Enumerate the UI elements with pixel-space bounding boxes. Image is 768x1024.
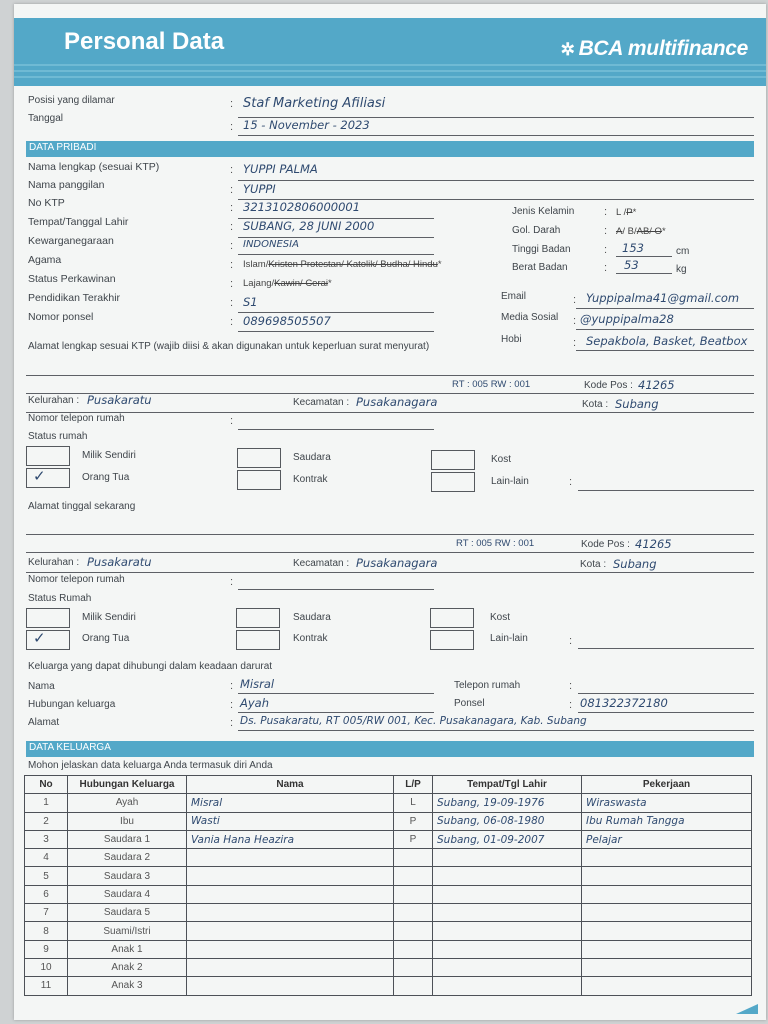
ktp-status-label: Status rumah (28, 431, 88, 442)
current-status-parents-label: Orang Tua (82, 633, 130, 644)
emergency-name-label: Nama (28, 681, 55, 692)
blood-label: Gol. Darah (512, 225, 561, 236)
row-no: 1 (25, 794, 68, 812)
ktp-status-other-line (578, 490, 754, 491)
current-status-rent-checkbox[interactable] (236, 630, 280, 650)
current-status-label: Status Rumah (28, 593, 92, 604)
blood-struck: AB/ O (636, 226, 662, 237)
ktp-status-rent-checkbox[interactable] (237, 470, 281, 490)
row-occupation[interactable] (582, 922, 752, 940)
gender-struck: P (626, 207, 633, 218)
row-occupation[interactable] (582, 885, 752, 903)
header-stripe (14, 64, 766, 66)
section-title-personal: DATA PRIBADI (29, 142, 97, 153)
row-occupation[interactable]: Ibu Rumah Tangga (582, 812, 752, 830)
emergency-home-phone-line (578, 693, 754, 694)
date-line (238, 135, 754, 136)
emergency-relation-value[interactable]: Ayah (240, 696, 270, 710)
row-birth[interactable] (433, 904, 582, 922)
table-row (25, 885, 752, 903)
row-gender[interactable]: P (394, 812, 433, 830)
table-row (25, 867, 752, 885)
email-value[interactable]: Yuppipalma41@gmail.com (586, 291, 740, 305)
row-no: 9 (25, 940, 68, 958)
phone-value[interactable]: 089698505507 (243, 314, 331, 328)
emergency-address-value[interactable]: Ds. Pusakaratu, RT 005/RW 001, Kec. Pusakanagara, Kab. Subang (240, 715, 587, 727)
current-status-kost-checkbox[interactable] (430, 608, 474, 628)
marital-struck: Kawin/ Cerai (274, 278, 329, 289)
col-gender: L/P (394, 776, 433, 794)
row-birth[interactable] (433, 867, 582, 885)
position-label: Posisi yang dilamar (28, 95, 115, 106)
row-name[interactable]: Vania Hana Heazira (187, 830, 394, 848)
birth-value[interactable]: SUBANG, 28 JUNI 2000 (243, 219, 375, 233)
family-instruction: Mohon jelaskan data keluarga Anda termasuk diri Anda (28, 760, 273, 771)
nickname-label: Nama panggilan (28, 179, 105, 191)
position-value[interactable]: Staf Marketing Afiliasi (243, 96, 386, 111)
ktp-status-sibling-label: Saudara (293, 452, 331, 463)
height-value[interactable]: 153 (622, 241, 644, 255)
full-name-value[interactable]: YUPPI PALMA (243, 162, 318, 176)
ktp-status-other-checkbox[interactable] (431, 472, 475, 492)
row-occupation[interactable] (582, 867, 752, 885)
row-birth[interactable]: Subang, 01-09-2007 (433, 830, 582, 848)
row-no: 4 (25, 849, 68, 867)
blood-star: * (661, 226, 666, 237)
ktp-address-label: Alamat lengkap sesuai KTP (wajib diisi & akan digunakan untuk keperluan surat menyurat) (28, 341, 430, 352)
current-postal-label: Kode Pos : (581, 539, 630, 550)
row-occupation[interactable] (582, 958, 752, 976)
row-occupation[interactable] (582, 977, 752, 995)
row-birth[interactable] (433, 958, 582, 976)
section-band-personal (26, 141, 754, 157)
family-table (24, 775, 752, 996)
ktp-label: No KTP (28, 197, 65, 209)
row-relation: Saudara 2 (68, 849, 187, 867)
date-label: Tanggal (28, 113, 64, 124)
row-relation: Ayah (68, 794, 187, 812)
ktp-kota-value[interactable]: Subang (615, 397, 659, 411)
ktp-value[interactable]: 3213102806000001 (243, 200, 361, 214)
form-sheet: Personal Data ✲ BCA multifinance Posisi yang dilamar : Staf Marketing Afiliasi Tanggal : 15 - November - 2023 DATA PRIBADI Nama lengkap (sesuai KTP) : YUPPI PALMA Nama panggilan : YUPPI No KTP : 3213102806000001 Tempat/Tanggal Lahir : SUBANG, 28 JUNI 2000 Kewarganegaraan : INDONESIA Agama : Islam/Kristen Protestan/ Katolik/ Budha/ Hindu* Status Perkawinan : Lajang/Kawin/ Cerai* Pendidikan Terakhir : S1 Nomor ponsel : 089698505507 Jenis Kelamin : L /P* Gol. Darah : A/ B/AB/ O* Tinggi Badan : 153 cm Berat Badan : 53 kg Email : Yuppipalma41@gmail.com Media Sosial : @yuppipalma28 Hobi : Sepakbola, Basket, Beatbox Alamat lengkap sesuai KTP (wajib diisi & akan digunakan untuk keperluan surat menyurat) RT : 005 RW : 001 Kode Pos : 41265 Kelurahan : Pusakaratu Kecamatan : Pusakanagara Kota : Subang Nomor telepon rumah : Status rumah Milik Sendiri ✓ Orang Tua Saudara Kontrak Kost Lain-lain : Alamat tinggal sekarang RT : 005 RW : 001 Kode Pos : 41265 Kelurahan : Pusakaratu Kecamatan : Pusakanagara Kota : Subang Nomor telepon rumah : Status Rumah Milik Sendiri ✓ Orang Tua Saudara Kontrak Kost Lain-lain : Keluarga yang dapat dihubungi dalam keadaan darurat Nama : Misral Telepon rumah : Hubungan keluarga : Ayah Ponsel : 081322372180 Alamat : Ds. Pusakaratu, RT 005/RW 001, Kec. Pusakanagara, Kab. Subang DATA KELUARGA Mohon jelaskan data keluarga Anda termasuk diri Anda No Hubungan Keluarga Nama L/P Tempat/Tgl Lahir Pekerjaan 1 Ayah Misral L Subang, 19-09-1976 Wiraswasta 2 Ibu Wasti P Subang, 06-08-1980 Ibu Rumah Tangga 3 Saudara 1 Vania Hana Heazira P Subang, 01-09-2007 Pelajar 4 Saudara 2 5 Saudara 3 6 Saudara 4 7 Saudara 5 8 Suami/Istri 9 Anak 1 10 Anak 2 11 Anak 3 (14, 4, 766, 1020)
current-status-sibling-label: Saudara (293, 612, 331, 623)
education-line (238, 312, 434, 313)
row-name[interactable] (187, 940, 394, 958)
row-occupation[interactable]: Wiraswasta (582, 794, 752, 812)
marital-label: Status Perkawinan (28, 273, 116, 285)
row-name[interactable] (187, 904, 394, 922)
email-label: Email (501, 291, 527, 302)
social-line (576, 329, 754, 330)
row-gender[interactable] (394, 904, 433, 922)
citizenship-value[interactable]: INDONESIA (243, 239, 299, 250)
religion-label: Agama (28, 254, 62, 266)
current-kota-value[interactable]: Subang (613, 557, 657, 571)
row-no: 6 (25, 885, 68, 903)
row-occupation[interactable] (582, 940, 752, 958)
current-status-own-checkbox[interactable] (26, 608, 70, 628)
height-unit: cm (676, 246, 690, 257)
citizenship-line (238, 254, 434, 255)
current-address-label: Alamat tinggal sekarang (28, 501, 136, 512)
row-relation: Ibu (68, 812, 187, 830)
ktp-rt-rw[interactable]: RT : 005 RW : 001 (452, 379, 531, 390)
row-gender[interactable] (394, 849, 433, 867)
religion-selected: Islam/ (243, 259, 269, 270)
education-label: Pendidikan Terakhir (28, 292, 121, 304)
header-stripe (14, 76, 766, 78)
height-label: Tinggi Badan (512, 244, 571, 255)
gender-star: * (632, 207, 637, 218)
current-home-phone-line (238, 589, 434, 590)
form-title: Personal Data (64, 28, 225, 55)
table-row (25, 830, 752, 848)
row-name[interactable] (187, 867, 394, 885)
row-gender[interactable] (394, 940, 433, 958)
row-relation: Anak 2 (68, 958, 187, 976)
row-relation: Saudara 3 (68, 867, 187, 885)
ktp-status-sibling-checkbox[interactable] (237, 448, 281, 468)
current-kecamatan-value[interactable]: Pusakanagara (356, 556, 438, 570)
ktp-status-kost-label: Kost (491, 454, 512, 465)
full-name-line (238, 180, 754, 181)
current-status-sibling-checkbox[interactable] (236, 608, 280, 628)
current-rt-line (26, 552, 754, 553)
height-line (616, 256, 672, 257)
row-birth[interactable] (433, 940, 582, 958)
ktp-postal-value[interactable]: 41265 (638, 378, 675, 392)
current-kelurahan-label: Kelurahan : (28, 557, 80, 568)
row-relation: Saudara 1 (68, 830, 187, 848)
ktp-status-kost-checkbox[interactable] (431, 450, 475, 470)
row-name[interactable] (187, 958, 394, 976)
ktp-address-line (26, 375, 754, 376)
row-gender[interactable] (394, 922, 433, 940)
emergency-address-line (238, 730, 754, 731)
row-gender[interactable]: P (394, 830, 433, 848)
gender-selected: L / (616, 207, 627, 218)
bca-logo-icon: ✲ (560, 40, 575, 59)
row-relation: Anak 3 (68, 977, 187, 995)
emergency-name-value[interactable]: Misral (240, 677, 275, 691)
hobby-label: Hobi (501, 334, 522, 345)
marital-star: * (328, 278, 332, 289)
row-occupation[interactable] (582, 904, 752, 922)
blood-options[interactable] (616, 226, 666, 237)
blood-selected: / B/ (622, 226, 637, 237)
row-no: 7 (25, 904, 68, 922)
row-name[interactable] (187, 885, 394, 903)
marital-options[interactable] (243, 278, 332, 289)
check-icon: ✓ (33, 630, 46, 647)
row-no: 2 (25, 812, 68, 830)
row-birth[interactable] (433, 885, 582, 903)
row-name[interactable]: Wasti (187, 812, 394, 830)
current-kota-label: Kota : (580, 559, 607, 570)
table-row (25, 812, 752, 830)
ktp-kota-label: Kota : (582, 399, 609, 410)
weight-line (616, 273, 672, 274)
education-value[interactable]: S1 (243, 295, 258, 309)
family-table-header (25, 776, 752, 794)
nickname-value[interactable]: YUPPI (243, 182, 276, 196)
ktp-kelurahan-line (26, 412, 754, 413)
row-name[interactable] (187, 977, 394, 995)
row-gender[interactable] (394, 885, 433, 903)
row-gender[interactable] (394, 867, 433, 885)
birth-line (238, 237, 434, 238)
current-status-own-label: Milik Sendiri (82, 612, 136, 623)
emergency-relation-label: Hubungan keluarga (28, 699, 116, 710)
current-status-other-line (578, 648, 754, 649)
emergency-mobile-label: Ponsel (454, 698, 485, 709)
emergency-heading: Keluarga yang dapat dihubungi dalam keadaan darurat (28, 661, 273, 672)
row-no: 10 (25, 958, 68, 976)
ktp-status-parents-checkbox[interactable] (26, 468, 70, 488)
row-no: 5 (25, 867, 68, 885)
row-relation: Saudara 5 (68, 904, 187, 922)
row-gender[interactable]: L (394, 794, 433, 812)
ktp-status-own-checkbox[interactable] (26, 446, 70, 466)
col-no: No (25, 776, 68, 794)
row-birth[interactable] (433, 922, 582, 940)
section-title-family: DATA KELUARGA (29, 742, 111, 753)
current-rt-rw[interactable]: RT : 005 RW : 001 (456, 538, 535, 549)
date-value[interactable]: 15 - November - 2023 (243, 118, 370, 132)
ktp-status-rent-label: Kontrak (293, 474, 328, 485)
ktp-kecamatan-label: Kecamatan : (293, 397, 350, 408)
emergency-name-line (238, 693, 434, 694)
gender-label: Jenis Kelamin (512, 206, 575, 217)
religion-options[interactable] (243, 259, 442, 270)
social-label: Media Sosial (501, 312, 559, 323)
current-home-phone-label: Nomor telepon rumah (28, 574, 125, 585)
current-kelurahan-value[interactable]: Pusakaratu (87, 555, 152, 569)
current-status-kost-label: Kost (490, 612, 511, 623)
table-row (25, 922, 752, 940)
ktp-postal-label: Kode Pos : (584, 380, 633, 391)
emergency-mobile-value[interactable]: 081322372180 (580, 696, 668, 710)
table-row (25, 940, 752, 958)
row-no: 8 (25, 922, 68, 940)
col-birth: Tempat/Tgl Lahir (433, 776, 582, 794)
ktp-status-own-label: Milik Sendiri (82, 450, 136, 461)
ktp-status-parents-label: Orang Tua (82, 472, 130, 483)
row-birth[interactable]: Subang, 06-08-1980 (433, 812, 582, 830)
emergency-home-phone-label: Telepon rumah (454, 680, 521, 691)
row-no: 3 (25, 830, 68, 848)
ktp-kelurahan-label: Kelurahan : (28, 395, 80, 406)
table-row (25, 849, 752, 867)
email-line (576, 308, 754, 309)
table-row (25, 794, 752, 812)
header-stripe (14, 70, 766, 72)
social-value[interactable]: @yuppipalma28 (580, 312, 674, 326)
religion-struck: Kristen Protestan/ Katolik/ Budha/ Hindu (268, 259, 438, 270)
phone-label: Nomor ponsel (28, 311, 94, 323)
row-name[interactable] (187, 922, 394, 940)
ktp-home-phone-line (238, 429, 434, 430)
bca-multifinance-logo (561, 37, 748, 61)
table-row (25, 904, 752, 922)
table-row (25, 958, 752, 976)
emergency-address-label: Alamat (28, 717, 60, 728)
current-address-line (26, 534, 754, 535)
current-status-parents-checkbox[interactable] (26, 630, 70, 650)
full-name-label: Nama lengkap (sesuai KTP) (28, 161, 160, 173)
gender-options[interactable] (616, 207, 636, 218)
row-gender[interactable] (394, 958, 433, 976)
current-status-rent-label: Kontrak (293, 633, 328, 644)
row-occupation[interactable] (582, 849, 752, 867)
row-relation: Anak 1 (68, 940, 187, 958)
religion-star: * (437, 259, 442, 270)
row-name[interactable] (187, 849, 394, 867)
current-postal-value[interactable]: 41265 (635, 537, 672, 551)
phone-line (238, 331, 434, 332)
col-occupation: Pekerjaan (582, 776, 752, 794)
emergency-mobile-line (578, 712, 754, 713)
current-status-other-label: Lain-lain (490, 633, 528, 644)
row-relation: Suami/Istri (68, 922, 187, 940)
row-name[interactable]: Misral (187, 794, 394, 812)
birth-label: Tempat/Tanggal Lahir (28, 216, 129, 228)
weight-unit: kg (676, 264, 687, 275)
hobby-value[interactable]: Sepakbola, Basket, Beatbox (586, 334, 748, 348)
corner-decoration (736, 1004, 758, 1014)
marital-selected: Lajang/ (243, 278, 275, 289)
row-no: 11 (25, 977, 68, 995)
current-kelurahan-line (26, 572, 754, 573)
ktp-kelurahan-value[interactable]: Pusakaratu (87, 393, 152, 407)
col-relation: Hubungan Keluarga (68, 776, 187, 794)
ktp-kecamatan-value[interactable]: Pusakanagara (356, 395, 438, 409)
check-icon: ✓ (33, 468, 46, 485)
weight-value[interactable]: 53 (624, 258, 639, 272)
row-gender[interactable] (394, 977, 433, 995)
hobby-line (576, 350, 754, 351)
row-birth[interactable]: Subang, 19-09-1976 (433, 794, 582, 812)
weight-label: Berat Badan (512, 262, 568, 273)
ktp-status-other-label: Lain-lain (491, 476, 529, 487)
citizenship-label: Kewarganegaraan (28, 235, 114, 247)
row-relation: Saudara 4 (68, 885, 187, 903)
blood-struck: A (616, 226, 623, 237)
ktp-home-phone-label: Nomor telepon rumah (28, 413, 125, 424)
row-birth[interactable] (433, 977, 582, 995)
table-row (25, 977, 752, 995)
row-occupation[interactable]: Pelajar (582, 830, 752, 848)
emergency-relation-line (238, 712, 434, 713)
col-name: Nama (187, 776, 394, 794)
logo-text: BCA multifinance (578, 37, 748, 60)
current-status-other-checkbox[interactable] (430, 630, 474, 650)
row-birth[interactable] (433, 849, 582, 867)
section-band-family (26, 741, 754, 757)
current-kecamatan-label: Kecamatan : (293, 558, 350, 569)
